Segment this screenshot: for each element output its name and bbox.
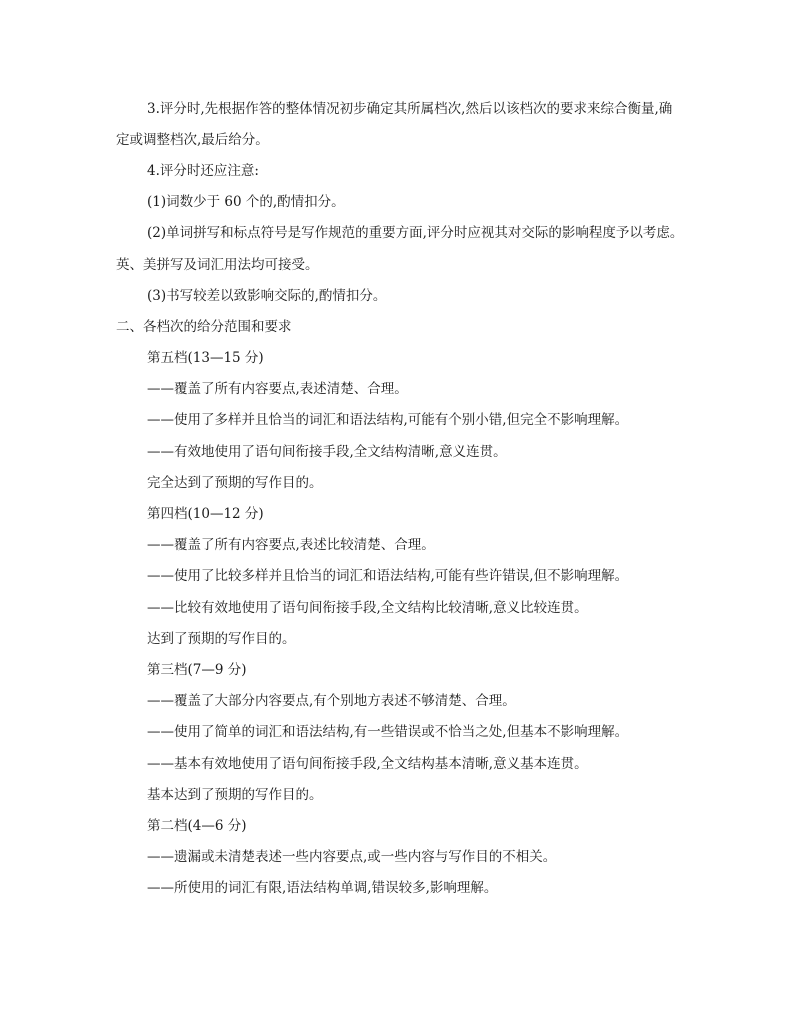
text-line: (1)词数少于 60 个的,酌情扣分。 [147,194,345,210]
text-line: 定或调整档次,最后给分。 [116,132,269,148]
text-line: ——比较有效地使用了语句间衔接手段,全文结构比较清晰,意义比较连贯。 [147,600,588,616]
text-line: (2)单词拼写和标点符号是写作规范的重要方面,评分时应视其对交际的影响程度予以考虑。 [147,225,684,241]
text-line: (3)书写较差以致影响交际的,酌情扣分。 [147,288,387,304]
text-line: 达到了预期的写作目的。 [147,631,296,647]
text-line: 3.评分时,先根据作答的整体情况初步确定其所属档次,然后以该档次的要求来综合衡量,确 [147,101,673,117]
text-line: 基本达到了预期的写作目的。 [147,787,323,803]
section-heading: 二、各档次的给分范围和要求 [116,319,292,335]
text-line: ——基本有效地使用了语句间衔接手段,全文结构基本清晰,意义基本连贯。 [147,756,588,772]
grade-heading: 第二档(4—6 分) [147,818,247,834]
text-line: ——使用了比较多样并且恰当的词汇和语法结构,可能有些许错误,但不影响理解。 [147,568,629,584]
text-line: 完全达到了预期的写作目的。 [147,475,323,491]
text-line: ——有效地使用了语句间衔接手段,全文结构清晰,意义连贯。 [147,444,507,460]
text-line: ——覆盖了所有内容要点,表述比较清楚、合理。 [147,537,435,553]
text-line: ——所使用的词汇有限,语法结构单调,错误较多,影响理解。 [147,880,498,896]
text-line: ——使用了简单的词汇和语法结构,有一些错误或不恰当之处,但基本不影响理解。 [147,724,629,740]
text-line: ——使用了多样并且恰当的词汇和语法结构,可能有个别小错,但完全不影响理解。 [147,412,629,428]
text-line: 英、美拼写及词汇用法均可接受。 [116,257,319,273]
grade-heading: 第五档(13—15 分) [147,350,264,366]
text-line: ——遗漏或未清楚表述一些内容要点,或一些内容与写作目的不相关。 [147,849,557,865]
text-line: 4.评分时还应注意: [147,163,259,179]
text-line: ——覆盖了所有内容要点,表述清楚、合理。 [147,381,408,397]
grade-heading: 第四档(10—12 分) [147,506,264,522]
text-line: ——覆盖了大部分内容要点,有个别地方表述不够清楚、合理。 [147,693,516,709]
grade-heading: 第三档(7—9 分) [147,662,247,678]
